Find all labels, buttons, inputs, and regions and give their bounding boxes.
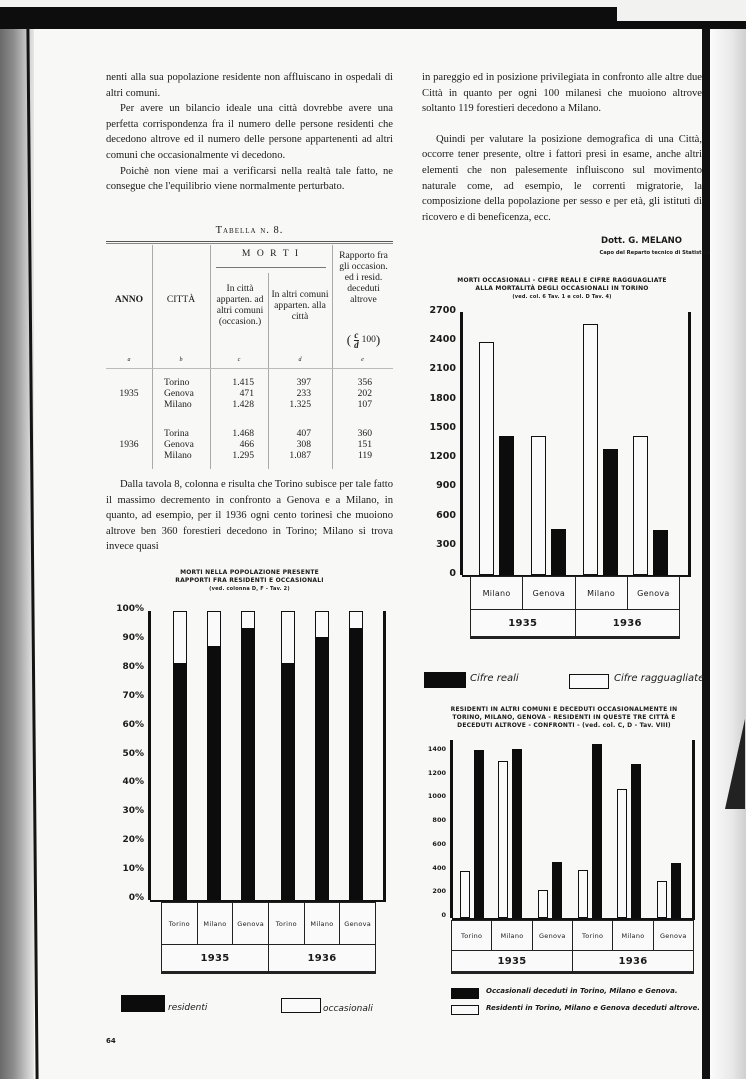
header-altri-comuni: In altri comuni apparten. alla città [271,289,329,322]
bar-white [538,890,548,918]
chart1-title-line: MORTI NELLA POPOLAZIONE PRESENTE [180,569,319,576]
cell-e: 107 [357,399,372,410]
chart3-title-line: DECEDUTI ALTROVE - CONFRONTI - (ved. col. C, D - Tav. VIII) [457,722,671,729]
y-tick-label: 600 [436,509,456,521]
cell-c: 471 [239,388,254,399]
cell-citta: Genova [164,388,194,399]
column-letter: c [237,357,241,363]
cell-anno: 1936 [119,439,139,450]
formula-multiplier: 100 [361,335,376,345]
cell-citta: Torina [164,428,189,439]
legend-swatch-black [451,988,479,999]
y-tick-label: 20% [122,835,144,846]
y-tick-label: 1200 [429,451,456,463]
cell-citta: Milano [164,450,192,461]
y-tick-label: 60% [122,719,144,730]
category-label: Torino [572,920,613,951]
category-label: Genova [339,902,376,945]
group-label: 1936 [575,609,681,639]
category-label: Torino [161,902,198,945]
column-letter: a [127,357,131,363]
category-label: Torino [268,902,305,945]
legend-label: Occasionali deceduti in Torino, Milano e Genova. [486,987,678,995]
chart2-title-line: ALLA MORTALITÀ DEGLI OCCASIONALI IN TORINO [475,285,649,292]
category-label: Genova [532,920,573,951]
group-label: 1935 [161,944,269,974]
y-tick-label: 400 [432,863,446,872]
legend-label: Cifre ragguagliate [614,673,705,684]
y-tick-label: 1500 [429,421,456,433]
cell-d: 1.325 [289,399,311,410]
paragraph: in pareggio ed in posizione privilegiata in confronto alle altre due Città in quanto per ogni 100 milanesi che muoiono altrove soltanto 119 forestieri decedono a Milano. [422,72,702,115]
bar-white [460,871,470,918]
page-number: 64 [106,1037,116,1045]
y-tick-label: 900 [436,480,456,492]
author-name: Dott. G. MELANO [601,236,682,246]
y-tick-label: 0% [128,893,144,903]
y-tick-label: 70% [122,690,144,701]
y-axis [450,740,453,918]
category-label: Milano [491,920,532,951]
bar-white [498,761,508,918]
y-tick-label: 1000 [427,792,446,801]
y-tick-label: 80% [122,661,144,672]
y-tick-label: 200 [432,887,446,896]
chart1-subtitle: (ved. colonna D, F - Tav. 2) [209,586,290,592]
legend-swatch-white [451,1005,479,1015]
table-title: Tabella n. 8. [215,225,284,236]
legend-label: residenti [168,1003,208,1013]
bar-black [671,863,681,918]
category-label: Genova [627,576,680,610]
y-axis-right [692,740,695,918]
paragraph: Poichè non viene mai a verificarsi nella realtà tale fatto, ne consegue che l'equilibrio viene normalmente perturbato. [106,165,393,193]
paragraph: Dalla tavola 8, colonna e risulta che Torino subisce per tale fatto il massimo decremento in confronto a Genova e a Milano, in quanto, ad esempio, per il 1936 ogni cento torinesi che muoiono altrove ben 360 forestieri decedono in Torino; Milano si trova invece quasi [106,479,393,553]
y-tick-label: 2700 [429,305,456,316]
y-tick-label: 0 [441,911,446,919]
column-letter: b [179,357,183,363]
category-label: Genova [522,576,575,610]
category-label: Torino [451,920,492,951]
bar-black [552,862,562,918]
header-morti: M O R T I [241,248,301,259]
column-letter: d [298,357,302,363]
cell-citta: Torino [164,377,190,388]
cell-e: 202 [357,388,372,399]
bar-black [592,744,602,918]
legend-label: occasionali [323,1004,373,1014]
y-tick-label: 1800 [429,392,456,404]
y-tick-label: 100% [116,604,144,614]
y-tick-label: 40% [122,777,144,788]
bar-black [512,749,522,918]
bar-white [578,870,588,918]
chart3-title-line: TORINO, MILANO, GENOVA - RESIDENTI IN QUESTE TRE CITTÀ E [452,714,676,721]
paragraph: nenti alla sua popolazione residente non affluiscano in ospedali di altri comuni. [106,72,393,99]
chart2-subtitle: (ved. col. 6 Tav. 1 e col. D Tav. 4) [512,294,612,300]
cell-e: 119 [357,450,372,461]
category-label: Milano [612,920,653,951]
group-label: 1936 [572,950,694,974]
formula-numerator: c [354,329,359,340]
category-label: Milano [304,902,341,945]
cell-e: 356 [357,377,372,388]
category-label: Milano [470,576,523,610]
cell-d: 397 [296,377,311,388]
bar-white [657,881,667,918]
cell-c: 1.428 [232,399,254,410]
cell-citta: Milano [164,399,192,410]
cell-c: 466 [239,439,254,450]
category-label: Milano [197,902,234,945]
group-label: 1935 [470,609,576,639]
cell-c: 1.415 [232,377,254,388]
cell-e: 151 [357,439,372,450]
category-label: Milano [575,576,628,610]
cell-anno: 1935 [119,388,139,399]
author-role: Capo del Reparto tecnico di Statistica [599,250,710,256]
header-rapporto: Rapporto fra gli occasion. ed i resid. deceduti altrove [339,250,388,305]
y-tick-label: 90% [122,632,144,643]
y-tick-label: 300 [436,538,456,550]
legend-label: Residenti in Torino, Milano e Genova deceduti altrove. [486,1004,700,1012]
bar-black [474,750,484,918]
group-label: 1936 [268,944,376,974]
y-tick-label: 10% [122,864,144,875]
paragraph: Per avere un bilancio ideale una città dovrebbe avere una perfetta corrispondenza fra il numero delle persone residenti che decedono altrove ed il numero delle persone appartenenti ad altri comuni che occasionalmente vi decedono. [106,103,393,161]
y-tick-label: 800 [432,816,446,825]
header-anno: ANNO [114,294,144,305]
chart1-title-line: RAPPORTI FRA RESIDENTI E OCCASIONALI [175,577,324,584]
formula: ( $\frac{c}{d}$ 100 ) [334,327,393,353]
bar-black [631,764,641,918]
cell-d: 407 [296,428,311,439]
cell-d: 1.087 [289,450,311,461]
y-tick-label: 2100 [429,363,456,375]
chart2-title-line: MORTI OCCASIONALI - CIFRE REALI E CIFRE RAGGUAGLIATE [457,277,667,284]
category-label: Genova [653,920,694,951]
y-tick-label: 1200 [427,768,446,777]
y-tick-label: 30% [122,806,144,817]
chart3-title-line: RESIDENTI IN ALTRI COMUNI E DECEDUTI OCCASIONALMENTE IN [450,706,678,713]
category-label: Genova [232,902,269,945]
y-tick-label: 50% [122,748,144,759]
paragraph: Quindi per valutare la posizione demografica di una Città, occorre tener presente, oltre i fattori presi in esame, anche altri elementi che non palesemente influiscono sul movimento naturale come, ad esempio, le correnti migratorie, la composizione della popolazione per sesso e per età, gli istituti di ricovero e di beneficenza, ecc. [422,133,702,223]
header-citta: CITTÀ [166,294,196,305]
y-tick-label: 1400 [427,744,446,753]
cell-citta: Genova [164,439,194,450]
cell-d: 233 [296,388,311,399]
formula-denominator: d [354,339,359,350]
y-tick-label: 600 [432,839,446,848]
bar-white [617,789,627,918]
cell-c: 1.468 [232,428,254,439]
legend-label: Cifre reali [470,673,519,684]
cell-d: 308 [296,439,311,450]
header-in-citta: In città apparten. ad altri comuni (occasion.) [216,283,264,327]
y-tick-label: 0 [449,568,456,579]
cell-e: 360 [357,428,372,439]
column-letter: e [361,357,364,363]
group-label: 1935 [451,950,573,974]
y-tick-label: 2400 [429,334,456,346]
cell-c: 1.295 [232,450,254,461]
